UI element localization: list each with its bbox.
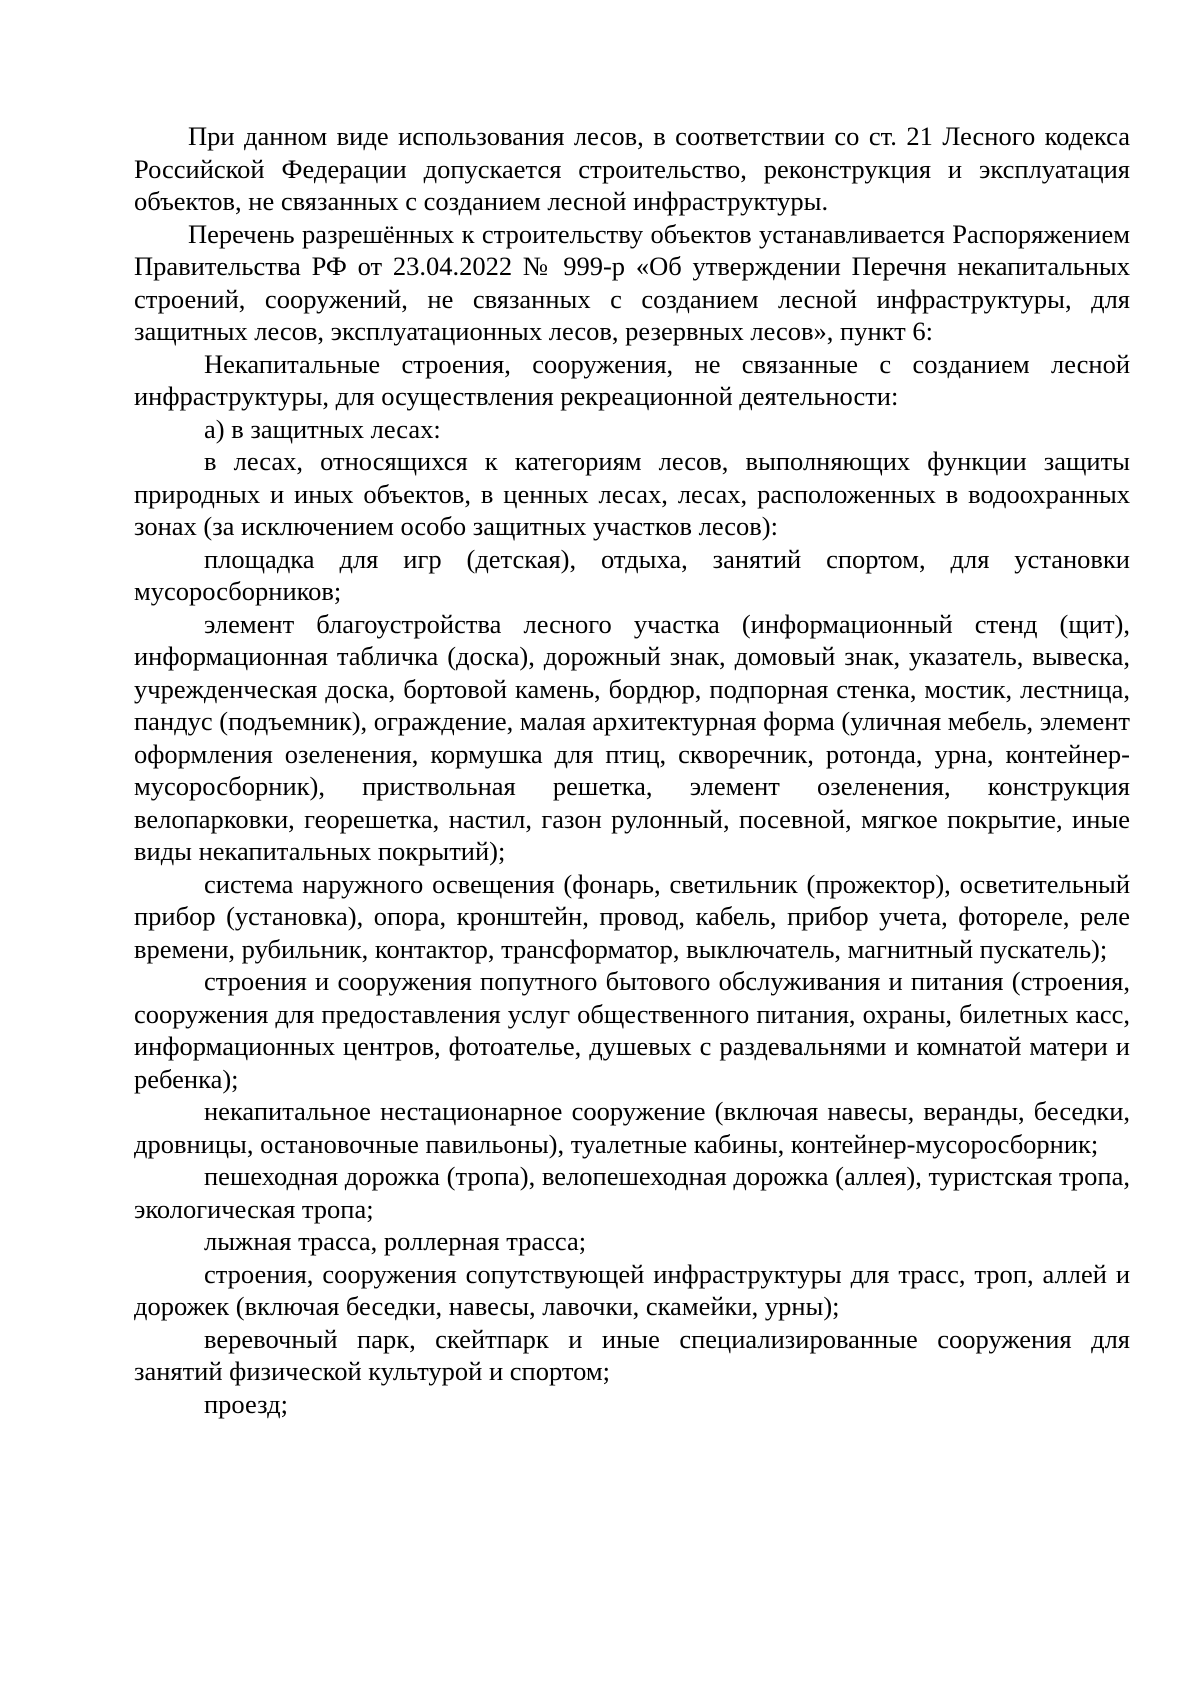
paragraph-intro: При данном виде использования лесов, в соответствии со ст. 21 Лесного кодекса Российской Федерации допускается строительство, реконструкция и эксплуатация объектов, не связанных с созданием лесной инфраструктуры. xyxy=(134,121,1130,216)
paragraph-list-decree: Перечень разрешённых к строительству объектов устанавливается Распоряжением Правительства РФ от 23.04.2022 № 999-р «Об утверждении Перечня некапитальных строений, сооружений, не связанных с созданием лесной инфраструктуры, для защитных лесов, эксплуатационных лесов, резервных лесов», пункт 6: xyxy=(134,218,1130,346)
list-item-ski-track: лыжная трасса, роллерная трасса; xyxy=(204,1226,587,1256)
list-item-nonstationary: некапитальное нестационарное сооружение (включая навесы, веранды, беседки, дровницы, остановочные павильоны), туалетные кабины, контейнер-мусоросборник; xyxy=(134,1096,1130,1159)
list-item-driveway: проезд; xyxy=(204,1388,288,1419)
list-item-services: строения и сооружения попутного бытового обслуживания и питания (строения, сооружения для предоставления услуг общественного питания, охраны, билетных касс, информационных центров, фотоателье, душевых с раздевальнями и комнатой матери и ребенка); xyxy=(134,966,1130,1094)
list-item-landscaping: элемент благоустройства лесного участка (информационный стенд (щит), информационная табличка (доска), дорожный знак, домовый знак, указатель, вывеска, учрежденческая доска, бортовой камень, бордюр, подпорная стенка, мостик, лестница, пандус (подъемник), ограждение, малая архитектурная форма (уличная мебель, элемент оформления озеленения, кормушка для птиц, скворечник, ротонда, урна, контейнер-мусоросборник), приствольная решетка, элемент озеленения, конструкция велопарковки, георешетка, настил, газон рулонный, посевной, мягкое покрытие, иные виды некапитальных покрытий); xyxy=(134,608,1130,866)
list-item-trail-infrastructure: строения, сооружения сопутствующей инфраструктуры для трасс, троп, аллей и дорожек (включая беседки, навесы, лавочки, скамейки, урны); xyxy=(134,1258,1130,1321)
list-item-paths: пешеходная дорожка (тропа), велопешеходная дорожка (аллея), туристская тропа, экологическая тропа; xyxy=(134,1161,1130,1224)
list-item-lighting: система наружного освещения (фонарь, светильник (прожектор), осветительный прибор (установка), опора, кронштейн, провод, кабель, прибор учета, фотореле, реле времени, рубильник, контактор, трансформатор, выключатель, магнитный пускатель); xyxy=(134,868,1130,964)
list-item-playground: площадка для игр (детская), отдыха, занятий спортом, для установки мусоросборников; xyxy=(134,543,1130,606)
paragraph-noncapital-heading: Некапитальные строения, сооружения, не связанные с созданием лесной инфраструктуры, для осуществления рекреационной деятельности: xyxy=(134,348,1130,411)
paragraph-forest-categories: в лесах, относящихся к категориям лесов, выполняющих функции защиты природных и иных объектов, в ценных лесах, лесах, расположенных в водоохранных зонах (за исключением особо защитных участков лесов): xyxy=(134,446,1130,541)
list-item-sports-facilities: веревочный парк, скейтпарк и иные специализированные сооружения для занятий физической культурой и спортом; xyxy=(134,1323,1130,1386)
paragraph-protective-forests: а) в защитных лесах: xyxy=(204,413,441,444)
document-page xyxy=(134,120,1130,1420)
